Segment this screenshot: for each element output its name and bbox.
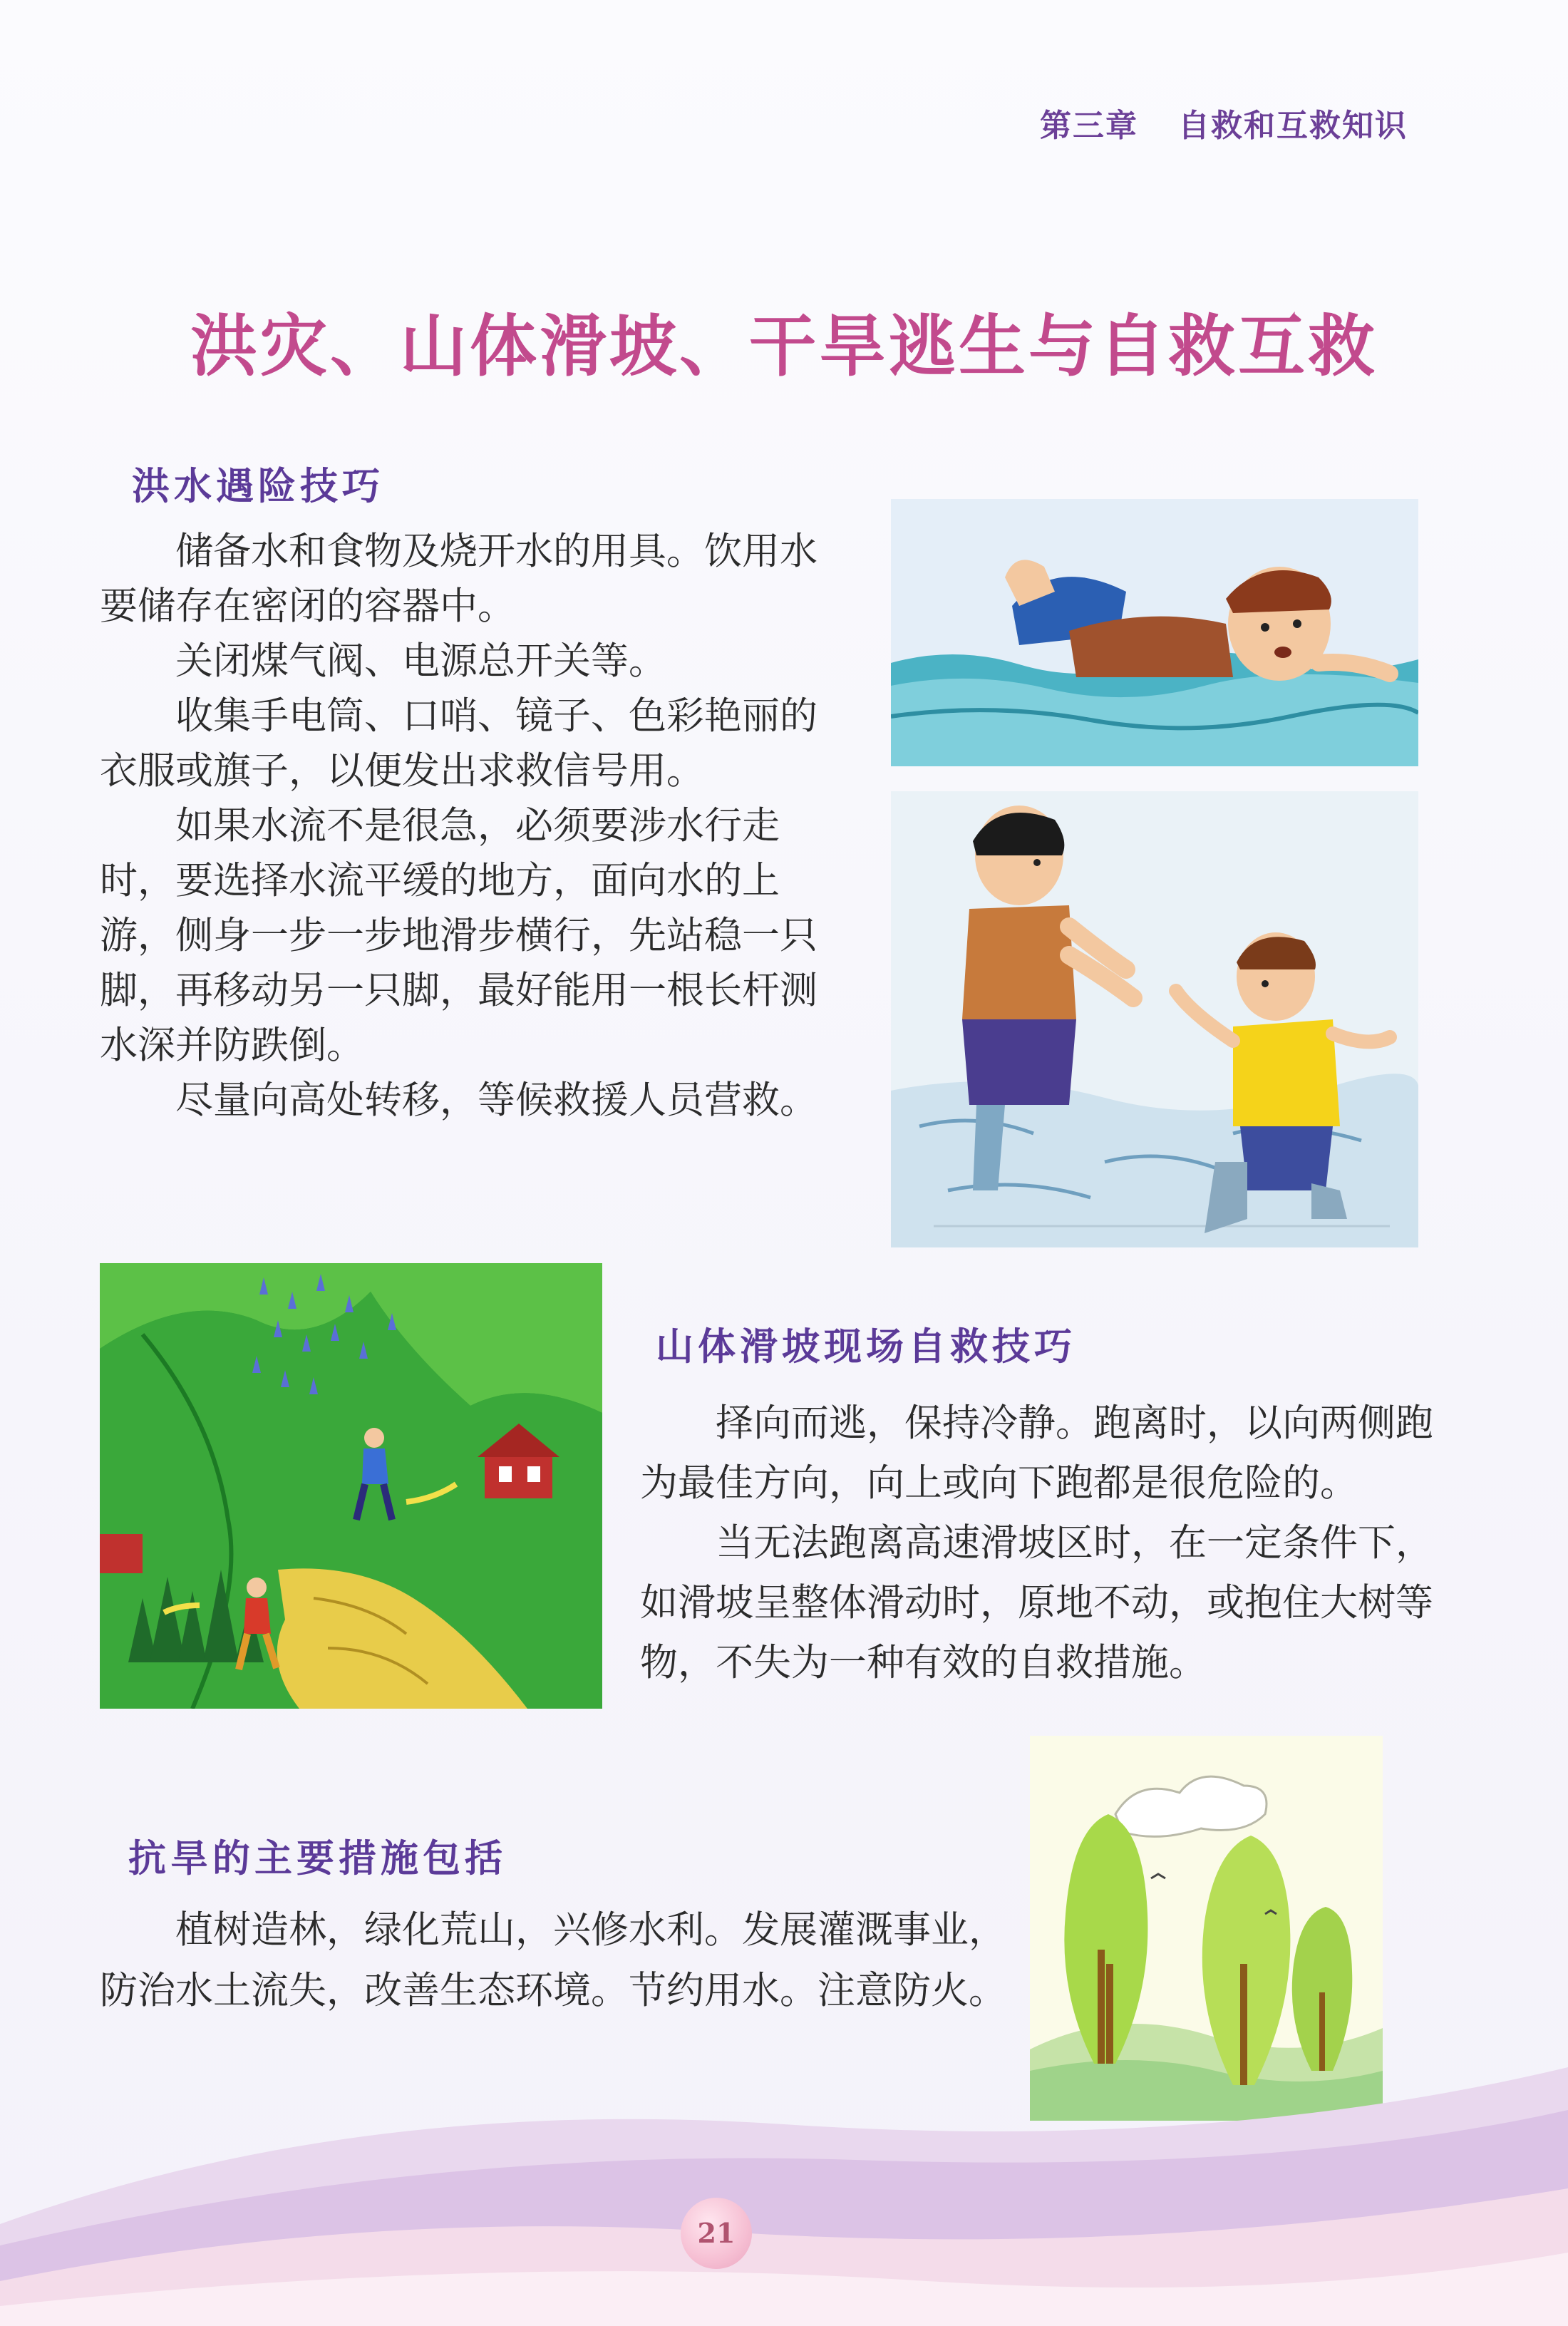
flood-paragraph: 收集手电筒、口哨、镜子、色彩艳丽的衣服或旗子，以便发出求救信号用。 — [100, 694, 817, 793]
page-title: 洪灾、山体滑坡、干旱逃生与自救互救 — [190, 308, 1378, 386]
landslide-illustration — [100, 1263, 602, 1709]
chapter-number: 第三章 — [1040, 108, 1138, 144]
flood-heading: 洪水遇险技巧 — [132, 465, 384, 508]
flood-paragraph: 如果水流不是很急，必须要涉水行走时，要选择水流平缓的地方，面向水的上游，侧身一步一步地滑步横行，先站稳一只脚，再移动另一只脚，最好能用一根长杆测水深并防跌倒。 — [100, 804, 817, 1067]
wading-boys-illustration — [891, 791, 1418, 1247]
drought-body — [100, 1900, 1019, 2021]
swimming-boy-illustration — [891, 499, 1418, 766]
flood-body — [100, 524, 830, 1128]
chapter-header — [1040, 100, 1408, 145]
flood-paragraph: 关闭煤气阀、电源总开关等。 — [175, 639, 666, 683]
landslide-body — [640, 1394, 1442, 1693]
drought-paragraph: 植树造林，绿化荒山，兴修水利。发展灌溉事业，防治水土流失，改善生态环境。节约用水。注意防火。 — [100, 1908, 1006, 2012]
flood-paragraph: 尽量向高处转移，等候救援人员营救。 — [175, 1079, 817, 1122]
drought-heading: 抗旱的主要措施包括 — [128, 1837, 507, 1880]
bottom-wave-decoration — [0, 2067, 1568, 2326]
landslide-paragraph: 择向而逃，保持冷静。跑离时，以向两侧跑为最佳方向，向上或向下跑都是很危险的。 — [640, 1401, 1433, 1505]
landslide-heading: 山体滑坡现场自救技巧 — [656, 1325, 1076, 1369]
trees-illustration — [1030, 1736, 1383, 2121]
page-number: 21 — [681, 2198, 752, 2269]
flood-paragraph: 储备水和食物及烧开水的用具。饮用水要储存在密闭的容器中。 — [100, 530, 817, 628]
landslide-paragraph: 当无法跑离高速滑坡区时，在一定条件下，如滑坡呈整体滑动时，原地不动，或抱住大树等物，不失为一种有效的自救措施。 — [640, 1521, 1433, 1684]
chapter-title: 自救和互救知识 — [1178, 108, 1408, 144]
